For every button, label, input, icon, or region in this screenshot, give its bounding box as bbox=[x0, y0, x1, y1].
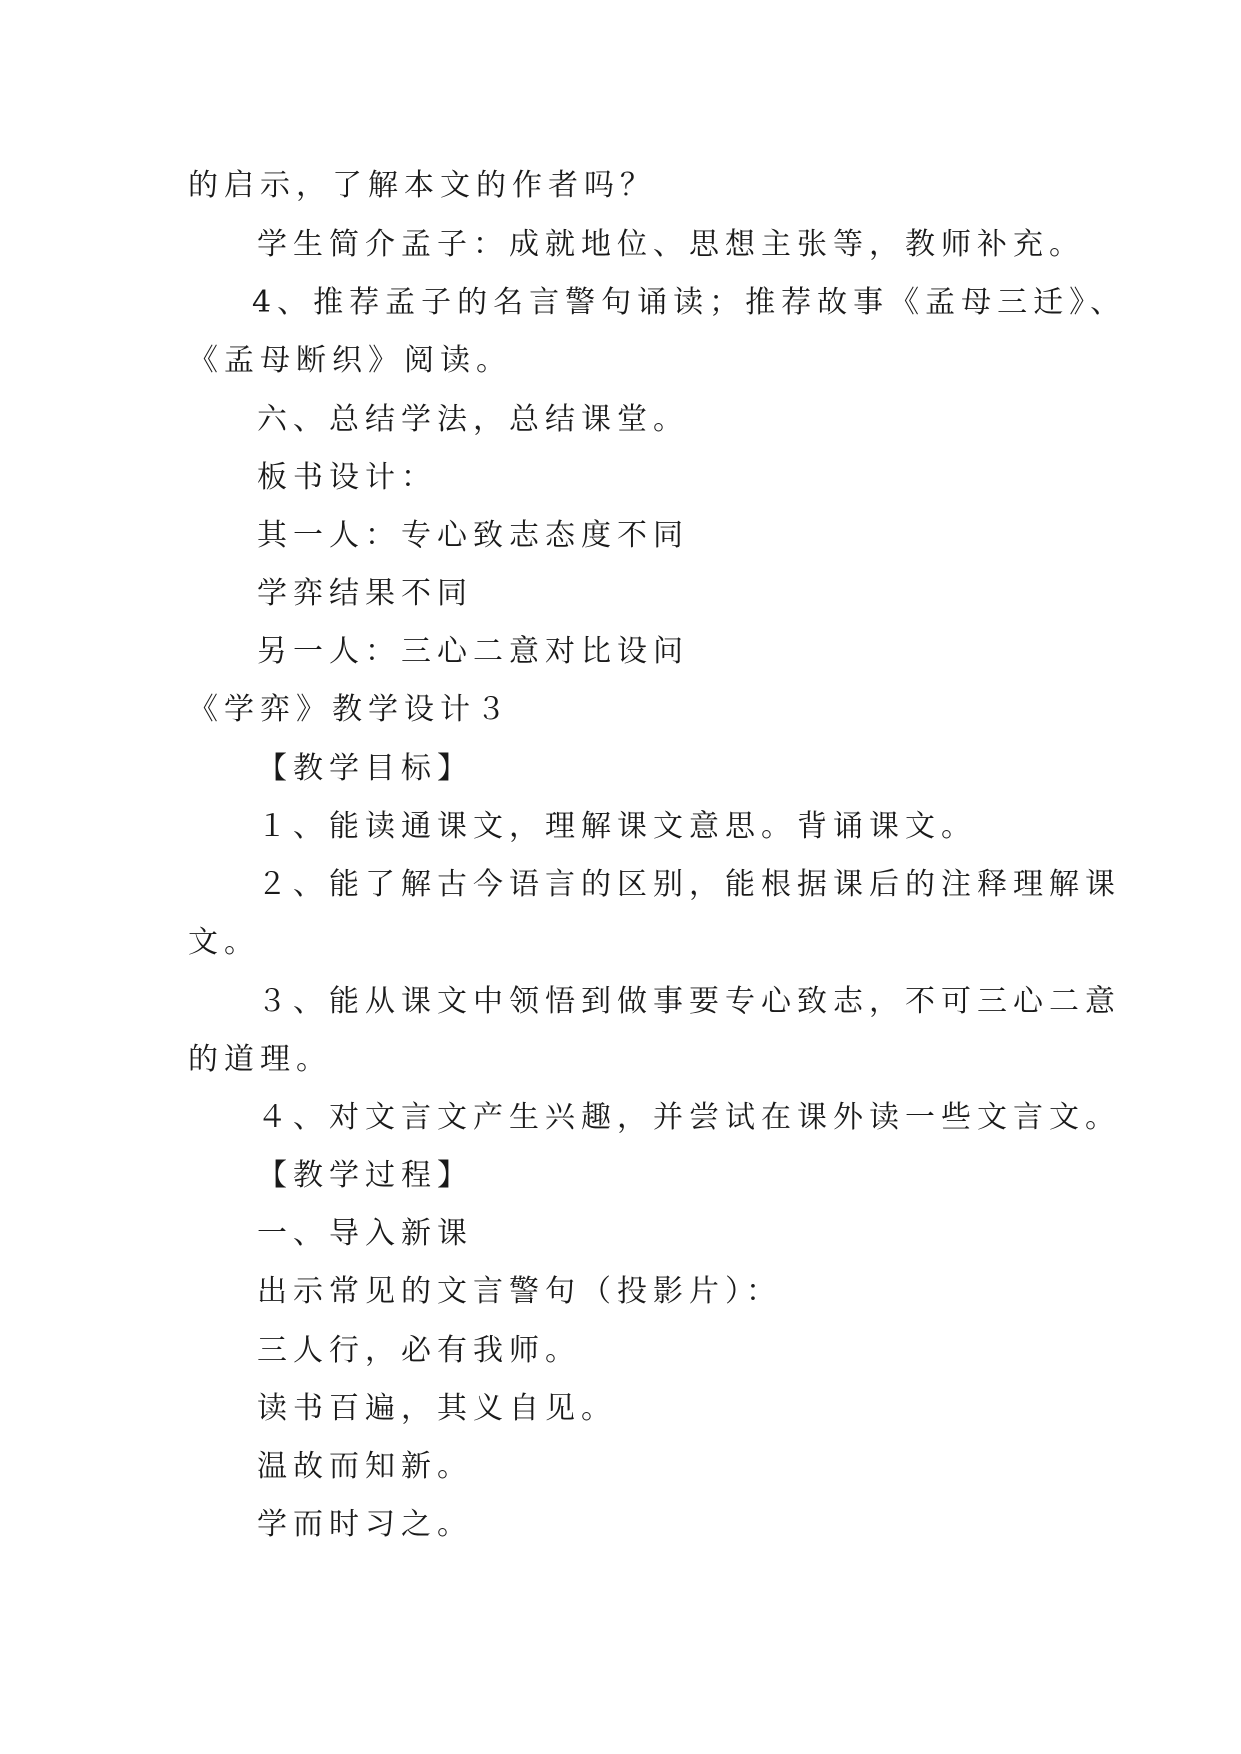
text-line: １、能读通课文，理解课文意思。背诵课文。 bbox=[257, 809, 977, 844]
text-line: 的道理。 bbox=[188, 1042, 332, 1077]
text-line: 的启示，了解本文的作者吗？ bbox=[188, 168, 656, 203]
text-line: 出示常见的文言警句（投影片）： bbox=[257, 1274, 782, 1309]
text-line: 其一人：专心致志态度不同 bbox=[257, 518, 689, 553]
text-line: ３、能从课文中领悟到做事要专心致志，不可三心二意 bbox=[257, 984, 1121, 1019]
text-line: 学生简介孟子：成就地位、思想主张等，教师补充。 bbox=[257, 227, 1085, 262]
text-line: 文。 bbox=[188, 925, 260, 960]
text-line: 学弈结果不同 bbox=[257, 576, 473, 611]
text-line: 学而时习之。 bbox=[257, 1507, 473, 1542]
text-line: 4、推荐孟子的名言警句诵读；推荐故事《孟母三迁》、 bbox=[252, 285, 1127, 320]
text-line: ４、对文言文产生兴趣，并尝试在课外读一些文言文。 bbox=[257, 1100, 1121, 1135]
heading-objectives: 【教学目标】 bbox=[257, 751, 473, 786]
text-line: 《孟母断织》阅读。 bbox=[188, 343, 512, 378]
text-line: 六、总结学法，总结课堂。 bbox=[257, 402, 689, 437]
text-line: 读书百遍，其义自见。 bbox=[257, 1391, 617, 1426]
text-line: 板书设计： bbox=[257, 460, 437, 495]
text-line: 另一人：三心二意对比设问 bbox=[257, 634, 689, 669]
section-title: 《学弈》教学设计３ bbox=[188, 692, 512, 727]
text-line: 一、导入新课 bbox=[257, 1216, 473, 1251]
heading-process: 【教学过程】 bbox=[257, 1158, 473, 1193]
text-line: ２、能了解古今语言的区别，能根据课后的注释理解课 bbox=[257, 867, 1121, 902]
text-line: 温故而知新。 bbox=[257, 1449, 473, 1484]
text-line: 三人行，必有我师。 bbox=[257, 1333, 581, 1368]
